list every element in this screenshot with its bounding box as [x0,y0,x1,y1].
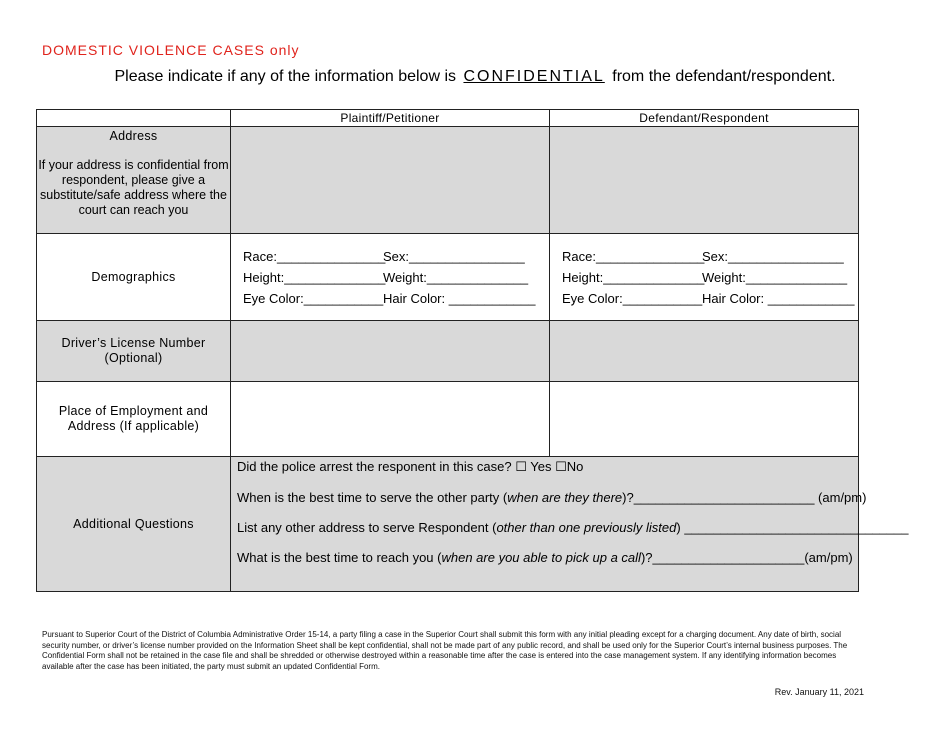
demographics-label: Demographics [37,234,231,321]
legal-footnote: Pursuant to Superior Court of the District of Columbia Administrative Order 15-14, a party filing a case in the Superior Court shall submit this form with any initial pleading except for a charging document. Any date of birth, social security number, or driver’s license number provided on the Information Sheet shall be kept confidential, shall not be made part of any public record, and shall be used only for the Superior Court’s internal business purposes. The Confidential Form shall not be retained in the case file and shall be shredded or otherwise destroyed within a reasonable time after the case is entered into the case management system. If any identifying information becomes available after the case has been initiated, the party must submit an updated Confidential Form. [42,630,848,671]
license-label: Driver’s License Number [61,336,206,350]
plaintiff-race-field[interactable]: Race:_______________ [243,248,386,264]
license-label-cell [37,321,231,382]
question-serve-time [237,490,867,505]
defendant-race-field[interactable]: Race:_______________ [562,248,705,264]
corner-header-cell [37,110,231,127]
question-other-address-italic: other than one previously listed [496,520,677,535]
plaintiff-eye-color-field[interactable]: Eye Color:___________ [243,290,384,306]
domestic-violence-label: DOMESTIC VIOLENCE CASES only [42,42,300,58]
defendant-weight-field[interactable]: Weight:______________ [702,269,848,285]
other-address-field[interactable]: ) _______________________________ [676,520,909,535]
question-other-address-before: List any other address to serve Respondent ( [237,520,497,535]
question-other-address [237,520,909,535]
question-reach-time-before: What is the best time to reach you ( [237,550,442,565]
plaintiff-column-header: Plaintiff/Petitioner [231,110,550,127]
plaintiff-weight-field[interactable]: Weight:______________ [383,269,529,285]
defendant-employment-field[interactable] [550,382,859,457]
defendant-address-field[interactable] [550,127,859,234]
question-reach-time [237,550,858,565]
revision-date: Rev. January 11, 2021 [774,687,864,697]
reach-time-field[interactable]: )?_____________________(am/pm) [640,550,853,565]
defendant-eye-color-field[interactable]: Eye Color:___________ [562,290,703,306]
plaintiff-hair-color-field[interactable]: Hair Color: ____________ [383,290,536,306]
plaintiff-address-field[interactable] [231,127,550,234]
confidential-info-table [36,109,909,592]
defendant-column-header: Defendant/Respondent [550,110,859,127]
employment-label: Place of Employment and Address (If applicable) [37,382,231,457]
address-label-cell [37,127,231,234]
defendant-sex-field[interactable]: Sex:________________ [702,248,844,264]
plaintiff-sex-field[interactable]: Sex:________________ [383,248,525,264]
plaintiff-height-field[interactable]: Height:______________ [243,269,386,285]
plaintiff-demographics-cell [231,234,550,321]
plaintiff-license-field[interactable] [231,321,550,382]
intro-text-after: from the defendant/respondent. [612,68,836,85]
address-label: Address [109,129,158,143]
question-serve-time-before: When is the best time to serve the other party ( [237,490,508,505]
address-note: If your address is confidential from respondent, please give a substitute/safe address where the court can reach you [38,158,229,217]
intro-instruction [0,68,950,86]
yes-checkbox[interactable]: ☐ Yes [515,459,552,474]
license-optional: (Optional) [104,351,163,365]
plaintiff-employment-field[interactable] [231,382,550,457]
defendant-demographics-cell [550,234,859,321]
defendant-height-field[interactable]: Height:______________ [562,269,705,285]
question-police-arrest-text: Did the police arrest the responent in this case? [237,459,512,474]
serve-time-field[interactable]: )?_________________________ (am/pm) [622,490,867,505]
question-reach-time-italic: when are you able to pick up a call [441,550,641,565]
no-checkbox[interactable]: ☐No [555,459,584,474]
defendant-hair-color-field[interactable]: Hair Color: ____________ [702,290,855,306]
additional-questions-cell [231,457,909,592]
question-police-arrest [237,459,858,475]
defendant-license-field[interactable] [550,321,859,382]
intro-text-before: Please indicate if any of the information below is [114,68,456,85]
question-serve-time-italic: when are they there [507,490,623,505]
additional-questions-label: Additional Questions [37,457,231,592]
confidential-word: CONFIDENTIAL [463,68,605,85]
